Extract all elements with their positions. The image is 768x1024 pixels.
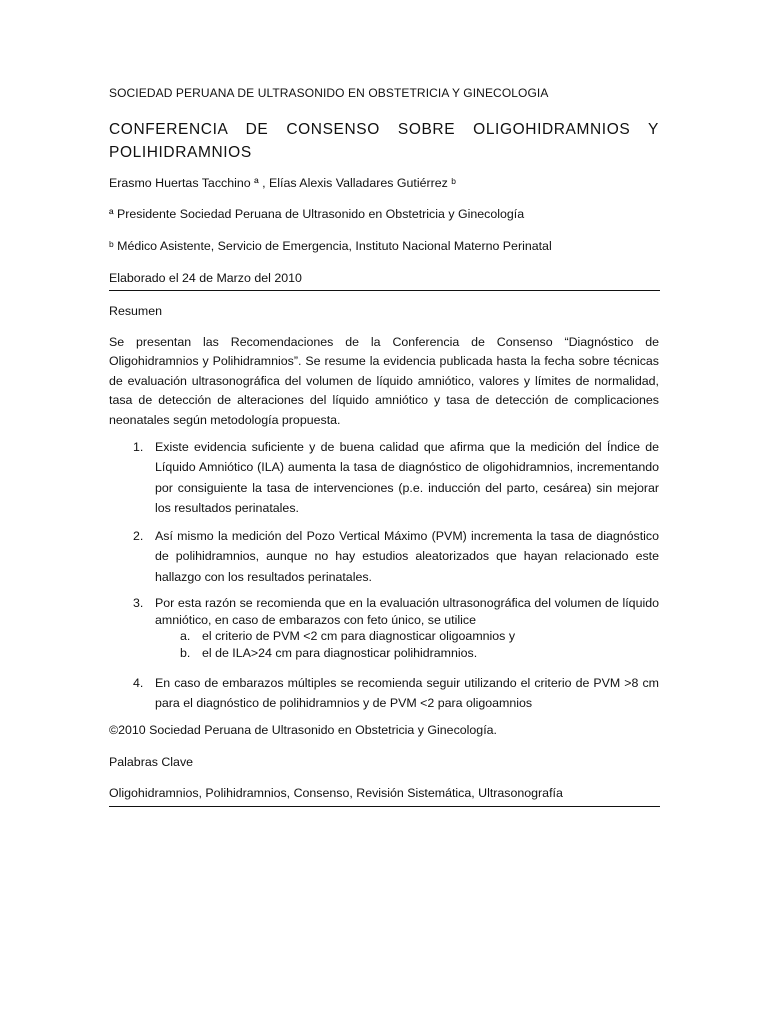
sub-list-text: el de ILA>24 cm para diagnosticar polihidramnios. [202, 646, 478, 660]
authors: Erasmo Huertas Tacchino ª , Elías Alexis Valladares Gutiérrez ᵇ [109, 176, 456, 190]
society-header: SOCIEDAD PERUANA DE ULTRASONIDO EN OBSTETRICIA Y GINECOLOGIA [109, 86, 549, 100]
list-item [133, 526, 659, 587]
date-line: Elaborado el 24 de Marzo del 2010 [109, 271, 302, 285]
sub-list-letter: b. [180, 646, 191, 660]
copyright-line: ©2010 Sociedad Peruana de Ultrasonido en Obstetricia y Ginecología. [109, 723, 497, 737]
list-number: 2. [133, 529, 144, 543]
list-text: Por esta razón se recomienda que en la evaluación ultrasonográfica del volumen de líquido amniótico, en caso de embarazos con feto único, se utilice [155, 596, 659, 627]
title-line-1: CONFERENCIA DE CONSENSO SOBRE OLIGOHIDRAMNIOS Y [109, 121, 659, 138]
abstract-text: Se presentan las Recomendaciones de la Conferencia de Consenso “Diagnóstico de Oligohidramnios y Polihidramnios”. Se resume la evidencia publicada hasta la fecha sobre técnicas de evaluación ultrasonográfica del volumen de líquido amniótico, valores y límites de normalidad, tasa de detección de alteraciones del líquido amniótico y tasa de detección de complicaciones neonatales según metodología propuesta. [109, 335, 659, 427]
affiliation-a: ª Presidente Sociedad Peruana de Ultrasonido en Obstetricia y Ginecología [109, 207, 525, 221]
list-text: Así mismo la medición del Pozo Vertical Máximo (PVM) incrementa la tasa de diagnóstico de polihidramnios, aunque no hay estudios aleatorizados que hayan relacionado este hallazgo con los resultados perinatales. [155, 529, 659, 584]
list-text: Existe evidencia suficiente y de buena calidad que afirma que la medición del Índice de Líquido Amniótico (ILA) aumenta la tasa de diagnóstico de oligohidramnios, incrementando por consiguiente la tasa de intervenciones (p.e. inducción del parto, cesárea) sin mejorar los resultados perinatales. [155, 440, 659, 515]
document-title [109, 118, 659, 164]
list-number: 4. [133, 676, 144, 690]
divider-top [109, 290, 660, 291]
list-item [133, 673, 659, 714]
keywords-text: Oligohidramnios, Polihidramnios, Consenso, Revisión Sistemática, Ultrasonografía [109, 786, 563, 800]
list-number: 1. [133, 440, 144, 454]
list-item [133, 437, 659, 518]
title-line-2: POLIHIDRAMNIOS [109, 144, 252, 161]
list-item [133, 595, 659, 628]
list-text: En caso de embarazos múltiples se recomienda seguir utilizando el criterio de PVM >8 cm para el diagnóstico de polihidramnios y de PVM <2 para oligoamnios [155, 676, 659, 711]
sub-list-text: el criterio de PVM <2 cm para diagnosticar oligoamnios y [202, 629, 516, 643]
sub-list-item [180, 628, 515, 644]
affiliation-b: ᵇ Médico Asistente, Servicio de Emergencia, Instituto Nacional Materno Perinatal [109, 239, 552, 253]
list-number: 3. [133, 596, 144, 610]
abstract-heading: Resumen [109, 304, 163, 318]
divider-bottom [109, 806, 660, 807]
keywords-heading: Palabras Clave [109, 755, 194, 769]
sub-list-item [180, 645, 477, 661]
sub-list-letter: a. [180, 629, 191, 643]
